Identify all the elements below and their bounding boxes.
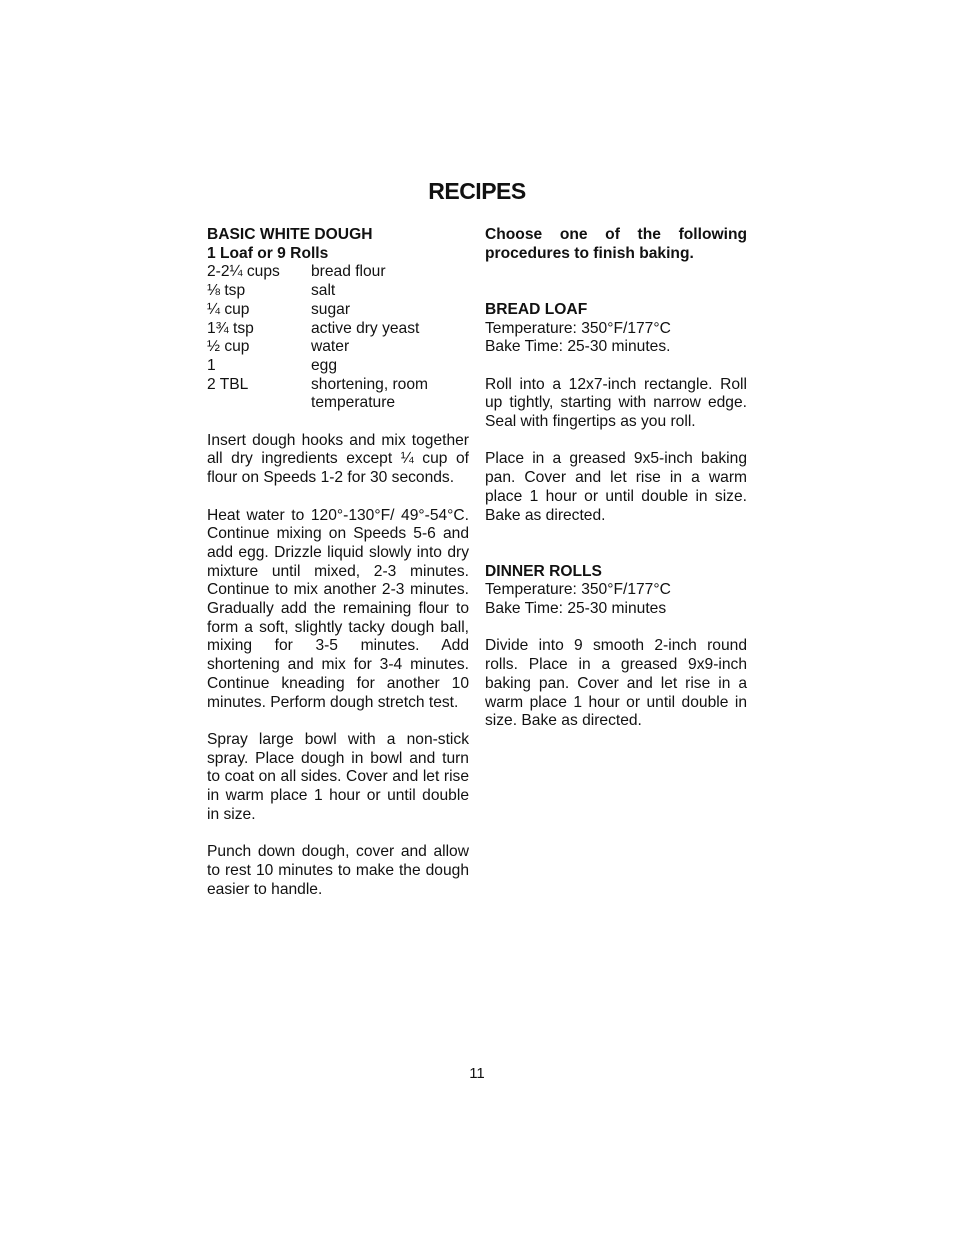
dinner-rolls-heading: DINNER ROLLS [485, 562, 602, 580]
ingredient-row [207, 320, 469, 339]
page-number: 11 [469, 1065, 485, 1082]
instruction-paragraph: Roll into a 12x7-inch rectangle. Roll up tightly, starting with narrow edge. Seal with fingertips as you roll. [485, 375, 747, 430]
ingredient-row [207, 282, 469, 301]
ingredient-quantity: 1¾ tsp [207, 319, 254, 337]
ingredient-quantity: ⅛ tsp [207, 282, 246, 300]
instruction-paragraph: Place in a greased 9x5-inch baking pan. Cover and let rise in a warm place 1 hour or until double in size. Bake as directed. [485, 450, 747, 524]
ingredient-name: shortening, room [311, 375, 429, 393]
page-title: RECIPES [428, 178, 526, 204]
ingredient-row [207, 338, 469, 357]
dinner-rolls-bake-time: Bake Time: 25-30 minutes [485, 600, 667, 617]
finish-intro: Choose one of the following procedures to finish baking. [485, 226, 747, 262]
ingredient-quantity: ½ cup [207, 338, 250, 356]
ingredient-row [207, 301, 469, 320]
ingredient-name: salt [311, 282, 336, 300]
ingredient-quantity: 1 [207, 356, 216, 374]
left-column [207, 226, 469, 899]
ingredient-quantity [207, 394, 311, 413]
instruction-paragraph: Spray large bowl with a non-stick spray. Place dough in bowl and turn to coat on all sides. Cover and let rise in warm place 1 hour or until double in size. [207, 730, 469, 823]
ingredient-row [207, 263, 469, 282]
recipe-title: BASIC WHITE DOUGH [207, 226, 373, 243]
bread-loaf-temperature: Temperature: 350°F/177°C [485, 319, 671, 337]
instruction-paragraph: Divide into 9 smooth 2-inch round rolls. Place in a greased 9x9-inch baking pan. Cover and let rise in a warm place 1 hour or until double in size. Bake as directed. [485, 637, 747, 730]
recipe-yield: 1 Loaf or 9 Rolls [207, 244, 329, 262]
ingredient-name: water [311, 338, 350, 356]
ingredient-row [207, 376, 469, 395]
bread-loaf-bake-time: Bake Time: 25-30 minutes. [485, 338, 671, 356]
right-column [485, 226, 747, 731]
ingredient-name: sugar [311, 300, 351, 318]
bread-loaf-heading: BREAD LOAF [485, 300, 588, 318]
ingredient-name: bread flour [311, 263, 386, 281]
ingredient-quantity: 2-2¼ cups [207, 263, 280, 281]
ingredient-quantity: ¼ cup [207, 300, 250, 318]
ingredient-row [207, 394, 469, 413]
ingredient-name: egg [311, 356, 338, 374]
instruction-paragraph: Heat water to 120°-130°F/ 49°-54°C. Continue mixing on Speeds 5-6 and add egg. Drizzle liquid slowly into dry mixture until mixed, 2-3 minutes. Continue to mix another 2-3 minutes. Gradually add the remaining flour to form a soft, slightly tacky dough ball, mixing for 3-5 minutes. Add shortening and mix for 3-4 minutes. Continue kneading for another 10 minutes. Perform dough stretch test. [207, 506, 469, 711]
ingredient-name: temperature [311, 394, 396, 412]
instruction-paragraph: Punch down dough, cover and allow to rest 10 minutes to make the dough easier to handle. [207, 843, 469, 898]
instruction-paragraph: Insert dough hooks and mix together all dry ingredients except ¼ cup of flour on Speeds 1-2 for 30 seconds. [207, 431, 469, 487]
ingredient-name: active dry yeast [311, 319, 420, 337]
dinner-rolls-temperature: Temperature: 350°F/177°C [485, 581, 671, 599]
ingredient-list [207, 263, 469, 413]
ingredient-row [207, 357, 469, 376]
ingredient-quantity: 2 TBL [207, 375, 249, 393]
